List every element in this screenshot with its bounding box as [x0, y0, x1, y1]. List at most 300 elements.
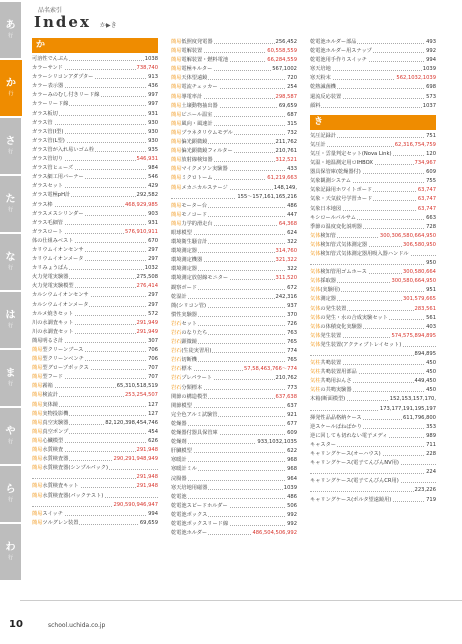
index-tab[interactable] [0, 524, 21, 580]
index-tab-kana: な [5, 252, 16, 263]
index-entry [32, 410, 158, 419]
entry-name: 気体測定器 [310, 296, 336, 303]
entry-pages[interactable]: 290,291,948,949 [113, 456, 158, 463]
entry-name: 簡易霧箱 [32, 383, 53, 390]
index-tab[interactable] [0, 350, 21, 406]
entry-pages[interactable]: 69,659 [278, 102, 297, 109]
entry-pages[interactable]: 1039 [283, 484, 297, 491]
entry-pages[interactable]: 930 [148, 137, 158, 144]
entry-pages[interactable]: 82,120,398,454,746 [105, 419, 158, 426]
entry-name: 環境測定器 [171, 266, 197, 273]
entry-pages[interactable]: 930 [148, 128, 158, 135]
entry-prefix: 簡易 [171, 166, 182, 173]
entry-name: 乾電池スピードホルダー [171, 502, 228, 509]
entry-pages[interactable]: 211,762 [275, 139, 297, 146]
entry-pages[interactable]: 921 [287, 411, 297, 418]
entry-prefix: 岩石 [171, 330, 182, 336]
entry-pages[interactable]: 297 [148, 246, 158, 253]
entry-pages[interactable]: 300,580,664 [402, 269, 436, 276]
entry-name: 乾電池ボックス [171, 511, 208, 518]
index-entry [310, 486, 436, 495]
entry-pages[interactable]: 297 [148, 292, 158, 299]
index-tab[interactable] [0, 118, 21, 174]
index-entry [171, 356, 297, 365]
entry-prefix: 岩石 [171, 375, 182, 382]
entry-pages[interactable]: 546,931 [136, 156, 158, 163]
entry-pages[interactable]: 546 [148, 174, 158, 181]
entry-pages[interactable]: 450 [426, 360, 436, 367]
entry-pages[interactable]: 436 [148, 83, 158, 90]
entry-pages[interactable]: 486 [287, 493, 297, 500]
entry-name: ガラス細工用バーナー [32, 174, 84, 181]
entry-pages[interactable]: 637,638 [275, 393, 297, 400]
entry-name: 寒暖計ミル [171, 466, 197, 473]
index-entry [171, 56, 297, 65]
entry-name: 簡易型クリーンベンチ [32, 356, 84, 363]
index-entry [32, 482, 158, 491]
entry-pages[interactable]: 291,948 [136, 447, 158, 454]
entry-name: 簡易マイクメソン実験器 [171, 166, 228, 173]
entry-pages[interactable]: 964 [287, 475, 297, 482]
index-entry [32, 110, 158, 119]
entry-name: 火力発電実験模型 [32, 283, 74, 290]
entry-pages[interactable]: 290,590,946,947 [113, 501, 158, 508]
entry-name: 気体の体積変化実験器 [310, 323, 362, 330]
entry-pages[interactable]: 57,58,463,766～774 [243, 366, 297, 373]
entry-pages[interactable]: 429 [148, 183, 158, 190]
entry-pages[interactable]: 773 [287, 384, 297, 391]
entry-name: 簡易放射線検知器 [171, 157, 213, 164]
index-entry [32, 137, 158, 146]
entry-name: 簡易プラネタリウムモデル [171, 129, 233, 136]
entry-pages[interactable]: 468,929,985 [124, 201, 158, 208]
entry-pages[interactable]: 253,254,507 [124, 392, 158, 399]
entry-pages[interactable]: 913 [148, 74, 158, 81]
entry-pages[interactable]: 622 [287, 448, 297, 455]
index-tab-gyo: 行 [7, 555, 13, 561]
index-entry [171, 493, 297, 502]
entry-name: カルメ焼きセット [32, 310, 74, 317]
index-entry [171, 120, 297, 129]
entry-pages[interactable]: 297 [148, 301, 158, 308]
footer-url[interactable]: school.uchida.co.jp [48, 622, 106, 629]
entry-name: 寒天培地用磁器 [171, 484, 208, 491]
entry-pages[interactable]: 486,504,506,992 [252, 530, 297, 537]
entry-pages[interactable]: 609 [287, 430, 297, 437]
entry-pages[interactable]: 297 [148, 256, 158, 263]
entry-name: 簡易ビニール温室 [171, 111, 213, 118]
entry-name: 簡易電解装置 [171, 48, 203, 55]
entry-pages[interactable]: 706 [148, 347, 158, 353]
entry-name: ガラス管ヒューズ [32, 165, 74, 172]
entry-pages[interactable]: 493 [426, 39, 436, 45]
entry-pages[interactable]: 707 [148, 374, 158, 381]
index-entry [310, 250, 436, 259]
index-entry [32, 91, 158, 100]
entry-pages[interactable]: 306,580,950 [402, 241, 436, 248]
entry-pages[interactable]: 370 [287, 311, 297, 318]
entry-pages[interactable]: 127 [148, 401, 158, 408]
index-entry [32, 264, 158, 273]
entry-pages[interactable]: 254 [287, 84, 297, 91]
entry-pages[interactable]: 572 [148, 310, 158, 317]
leader-dots [171, 425, 297, 426]
entry-pages[interactable]: 994 [148, 510, 158, 517]
index-entry [310, 177, 436, 186]
entry-pages[interactable]: 903 [148, 210, 158, 217]
index-entry [32, 519, 158, 528]
entry-pages[interactable]: 506 [287, 502, 297, 509]
entry-pages[interactable]: 732 [287, 129, 297, 136]
entry-pages[interactable]: 562,1032,1039 [396, 75, 436, 82]
entry-pages[interactable]: 626 [148, 437, 158, 444]
entry-pages[interactable]: 291,949 [136, 328, 158, 335]
leader-dots [171, 461, 297, 462]
entry-name: 簡易力学的滑走台 [171, 220, 213, 227]
entry-pages[interactable]: 312,521 [275, 157, 297, 164]
entry-prefix: 簡易 [32, 447, 43, 454]
index-header-small: 品名索引 [38, 7, 63, 14]
entry-pages[interactable]: 706 [148, 356, 158, 363]
index-entry [171, 265, 297, 274]
entry-pages[interactable]: 751 [426, 132, 436, 139]
entry-pages[interactable]: 148,149, [273, 184, 297, 191]
entry-pages[interactable]: 755 [426, 178, 436, 185]
entry-pages[interactable]: 210,762 [275, 375, 297, 382]
entry-pages[interactable]: 292,582 [136, 192, 158, 199]
index-tab-kana: ら [5, 484, 16, 495]
entry-pages[interactable]: 937 [287, 302, 297, 309]
entry-name: 簡易心臓模型 [32, 437, 64, 444]
index-tab[interactable] [0, 408, 21, 464]
entry-pages[interactable]: 894,895 [414, 351, 436, 357]
entry-name: 器具保管庫(乾燥器付) [310, 169, 361, 176]
entry-name: 岩石切断機 [171, 357, 197, 364]
entry-pages[interactable]: 663 [426, 214, 436, 221]
entry-name: 簡易明るさ計 [32, 337, 64, 344]
entry-pages[interactable]: 63,747 [417, 196, 436, 203]
index-entry [171, 165, 297, 174]
index-entry [171, 83, 297, 92]
entry-pages[interactable]: 447 [287, 211, 297, 218]
entry-pages[interactable]: 173,177,191,195,197 [379, 405, 436, 412]
entry-name: カルシウムイオンメータ [32, 301, 89, 308]
entry-pages[interactable]: 298,587 [275, 93, 297, 100]
entry-name: 簡易型クリーンブース [32, 347, 84, 353]
index-entry [171, 284, 297, 293]
entry-pages[interactable]: 992 [287, 520, 297, 527]
index-entry [310, 386, 436, 395]
entry-name: 岩石標本 [171, 366, 192, 373]
index-tab[interactable] [0, 466, 21, 522]
entry-prefix: 簡易 [32, 456, 43, 463]
entry-pages[interactable]: 734,967 [414, 160, 436, 167]
entry-name: 寒暖計 [171, 457, 187, 464]
entry-pages[interactable]: 728 [426, 223, 436, 230]
entry-name: 慣性実験器 [171, 311, 197, 318]
index-entry [32, 419, 158, 428]
entry-pages[interactable]: 931 [148, 219, 158, 226]
index-tab-gyo: 行 [7, 323, 13, 329]
index-entry [310, 368, 436, 377]
entry-name: ガラス毛細管 [32, 219, 63, 226]
entry-pages[interactable]: 307 [148, 337, 158, 344]
index-entry [32, 210, 158, 219]
index-entry [32, 346, 158, 355]
entry-prefix: 簡易 [171, 184, 182, 191]
entry-pages[interactable]: 611,796,800 [402, 414, 436, 421]
entry-pages[interactable]: 300,306,580,664,950 [379, 232, 436, 239]
index-entry [310, 102, 436, 111]
entry-pages[interactable]: 573 [426, 93, 436, 100]
entry-pages[interactable]: 931 [148, 110, 158, 117]
entry-pages[interactable]: 120 [426, 150, 436, 157]
entry-pages[interactable]: 61,219,663 [267, 175, 297, 182]
entry-pages[interactable]: 311,520 [275, 275, 297, 282]
entry-pages[interactable]: 1039 [422, 66, 436, 73]
entry-pages[interactable]: 951 [426, 287, 436, 294]
index-entry [32, 492, 158, 501]
entry-name: ガラス管切り [32, 156, 63, 163]
entry-name: 環境測定機器 [171, 257, 203, 264]
entry-pages[interactable]: 63,747 [417, 187, 436, 194]
entry-name: 気柱の共鳴実験器 [310, 387, 352, 394]
entry-prefix: 簡易 [32, 401, 43, 408]
entry-name: カラーみのむし付きリード線 [32, 92, 100, 99]
entry-pages[interactable]: 707 [148, 365, 158, 372]
entry-name: ガラス管(I型) [32, 128, 64, 135]
entry-pages[interactable]: 449,450 [414, 378, 436, 385]
index-entry [32, 282, 158, 291]
leader-dots [171, 498, 297, 499]
entry-pages[interactable]: 738,740 [136, 65, 158, 72]
entry-prefix: 簡易 [171, 48, 182, 55]
index-tab-gyo: 行 [8, 91, 14, 97]
entry-pages[interactable]: 989 [426, 432, 436, 439]
entry-pages[interactable]: 275,508 [136, 274, 158, 281]
entry-pages[interactable]: 224 [426, 469, 436, 476]
index-entry [171, 411, 297, 420]
index-tab-kana: は [5, 310, 16, 321]
entry-pages[interactable]: 637 [287, 402, 297, 409]
entry-pages[interactable]: 1038 [144, 56, 158, 62]
entry-pages[interactable]: 291,948 [136, 474, 158, 481]
entry-pages[interactable]: 291,948 [136, 483, 158, 490]
index-tab[interactable] [0, 292, 21, 348]
entry-pages[interactable]: 994 [426, 57, 436, 64]
entry-pages[interactable]: 950 [426, 260, 436, 267]
index-tab-gyo: 行 [7, 439, 13, 445]
entry-name: キャリングケース(ポルタ望遠鏡用) [310, 496, 392, 503]
entry-pages[interactable]: 301,579,665 [402, 296, 436, 303]
entry-pages[interactable]: 450 [426, 387, 436, 394]
entry-name: 気象観測システム [310, 178, 351, 185]
entry-pages[interactable]: 242,316 [275, 293, 297, 300]
entry-pages[interactable]: 561 [426, 314, 436, 321]
index-entry [310, 47, 436, 56]
entry-name: 体の仕組みベスト [32, 237, 74, 244]
index-tab[interactable] [0, 234, 21, 290]
entry-pages[interactable]: 935 [148, 146, 158, 153]
entry-pages[interactable]: 155～157,161,165,216 [237, 193, 297, 200]
entry-pages[interactable]: 210,761 [275, 148, 297, 155]
entry-pages[interactable]: 765 [287, 357, 297, 364]
entry-name: 気圧計 [310, 141, 326, 148]
index-entry [171, 502, 297, 511]
entry-name: カリウムイオンセンサ [32, 246, 84, 253]
entry-name: 観察ボード [171, 284, 197, 291]
entry-pages[interactable]: 672 [287, 284, 297, 291]
entry-pages[interactable]: 322 [287, 266, 297, 273]
entry-pages[interactable]: 677 [287, 420, 297, 427]
entry-pages[interactable]: 127 [148, 410, 158, 417]
index-entry [310, 305, 436, 314]
index-entry [171, 274, 297, 283]
entry-pages[interactable]: 64,368 [278, 220, 297, 227]
index-tab-kana: さ [5, 136, 16, 147]
entry-prefix: 簡易 [32, 347, 43, 353]
entry-pages[interactable]: 992 [287, 511, 297, 518]
index-entry [171, 420, 297, 429]
entry-pages[interactable]: 624 [287, 229, 297, 236]
entry-pages[interactable]: 66,284,559 [267, 57, 297, 64]
index-entry [310, 214, 436, 223]
entry-pages[interactable]: 719 [426, 496, 436, 503]
entry-pages[interactable]: 992 [426, 48, 436, 55]
entry-pages[interactable]: 765 [287, 339, 297, 346]
entry-pages[interactable]: 228 [426, 451, 436, 458]
entry-pages[interactable]: 774 [287, 348, 297, 355]
index-entry [310, 223, 436, 232]
index-tab-kana: た [5, 194, 16, 205]
entry-name: 眼球模型 [171, 229, 192, 236]
entry-pages[interactable]: 403 [426, 323, 436, 330]
entry-pages[interactable]: 300,580,664,950 [391, 278, 436, 285]
entry-prefix: 簡易 [32, 374, 43, 381]
entry-pages[interactable]: 933,1032,1035 [257, 439, 297, 446]
index-entry [310, 468, 436, 477]
entry-prefix: 簡易 [32, 392, 43, 399]
index-entry [32, 437, 158, 446]
entry-pages[interactable]: 454 [148, 428, 158, 435]
entry-name: キャリングケース(オーハウス) [310, 451, 381, 458]
entry-pages[interactable]: 1032 [144, 265, 158, 272]
index-entry [310, 395, 436, 404]
index-entry [171, 247, 297, 256]
entry-pages[interactable]: 314,760 [275, 248, 297, 255]
entry-name: カリウムイオンメータ [32, 256, 84, 263]
entry-pages[interactable]: 997 [148, 101, 158, 108]
index-entry [171, 520, 297, 529]
index-entry [171, 338, 297, 347]
entry-pages[interactable]: 322 [287, 239, 297, 246]
entry-pages[interactable]: 152,153,157,170, [389, 396, 436, 403]
entry-prefix: 簡易 [32, 356, 43, 363]
entry-pages[interactable]: 321,322 [275, 257, 297, 264]
entry-prefix: 岩石 [171, 339, 182, 346]
entry-pages[interactable]: 930 [148, 119, 158, 126]
entry-pages[interactable]: 763 [287, 330, 297, 336]
entry-pages[interactable]: 574,575,894,895 [391, 332, 436, 339]
entry-prefix: 気体 [310, 341, 321, 348]
entry-pages[interactable]: 69,659 [139, 519, 158, 526]
entry-pages[interactable]: 486 [287, 202, 297, 209]
entry-pages[interactable]: 256,452 [275, 39, 297, 45]
entry-prefix: 気体 [310, 232, 321, 239]
index-entry [310, 459, 436, 468]
entry-pages[interactable]: 567,1002 [272, 66, 297, 73]
index-entry [171, 102, 297, 111]
index-entry [310, 377, 436, 386]
index-entry [171, 184, 297, 193]
entry-pages[interactable]: 711 [426, 441, 436, 448]
entry-pages[interactable]: 283,561 [414, 305, 436, 312]
entry-pages[interactable]: 65,310,518,519 [116, 383, 158, 390]
index-tab[interactable] [0, 2, 21, 58]
entry-name: 川の水調査キット [32, 319, 74, 326]
entry-pages[interactable]: 62,316,754,759 [394, 141, 436, 148]
index-entry [171, 38, 297, 47]
entry-name: 季節の温度変化説明器 [310, 223, 362, 230]
entry-pages[interactable]: 609 [426, 169, 436, 176]
index-tab[interactable] [0, 60, 22, 116]
index-entry [171, 320, 297, 329]
index-tab[interactable] [0, 176, 21, 232]
entry-pages[interactable]: 223,226 [414, 487, 436, 494]
entry-prefix: 簡易 [32, 519, 43, 526]
index-entry [310, 159, 436, 168]
entry-pages[interactable]: 576,910,911 [124, 228, 158, 235]
index-entry [310, 268, 436, 277]
entry-prefix: 気体 [310, 332, 321, 339]
index-tab-kana: あ [5, 20, 16, 31]
entry-pages[interactable]: 63,747 [417, 205, 436, 212]
index-entry [310, 168, 436, 177]
index-entry [32, 355, 158, 364]
entry-pages[interactable]: 726 [287, 320, 297, 327]
entry-pages[interactable]: 997 [148, 92, 158, 99]
index-entry [310, 241, 436, 250]
entry-pages[interactable]: 698 [426, 84, 436, 91]
entry-pages[interactable]: 720 [287, 75, 297, 82]
index-entry [32, 446, 158, 455]
index-entry [32, 291, 158, 300]
entry-pages[interactable]: 276,414 [136, 283, 158, 290]
index-entry [32, 364, 158, 373]
entry-pages[interactable]: 984 [148, 165, 158, 172]
entry-name: 乾燥器付器具保管庫 [171, 430, 218, 437]
entry-pages[interactable]: 670 [148, 237, 158, 244]
entry-pages[interactable]: 450 [426, 369, 436, 376]
index-entry [171, 220, 297, 229]
entry-name: 気体(実験用) [310, 287, 341, 294]
entry-pages[interactable]: 315 [287, 120, 297, 127]
entry-pages[interactable]: 291,949 [136, 319, 158, 326]
entry-pages[interactable]: 687 [287, 111, 297, 118]
index-entry [32, 73, 158, 82]
entry-pages[interactable]: 60,558,559 [267, 48, 297, 55]
entry-pages[interactable]: 353 [426, 423, 436, 430]
entry-name: 乾電池ボックスリード線 [171, 520, 229, 527]
entry-pages[interactable]: 968 [287, 466, 297, 473]
entry-name: 簡易ツルグレン装置 [32, 519, 79, 526]
entry-pages[interactable]: 968 [287, 457, 297, 464]
index-entry [171, 429, 297, 438]
entry-pages[interactable]: 1037 [422, 102, 436, 109]
entry-prefix: 気柱 [310, 369, 321, 376]
entry-pages[interactable]: 433 [287, 166, 297, 173]
index-entry [171, 511, 297, 520]
